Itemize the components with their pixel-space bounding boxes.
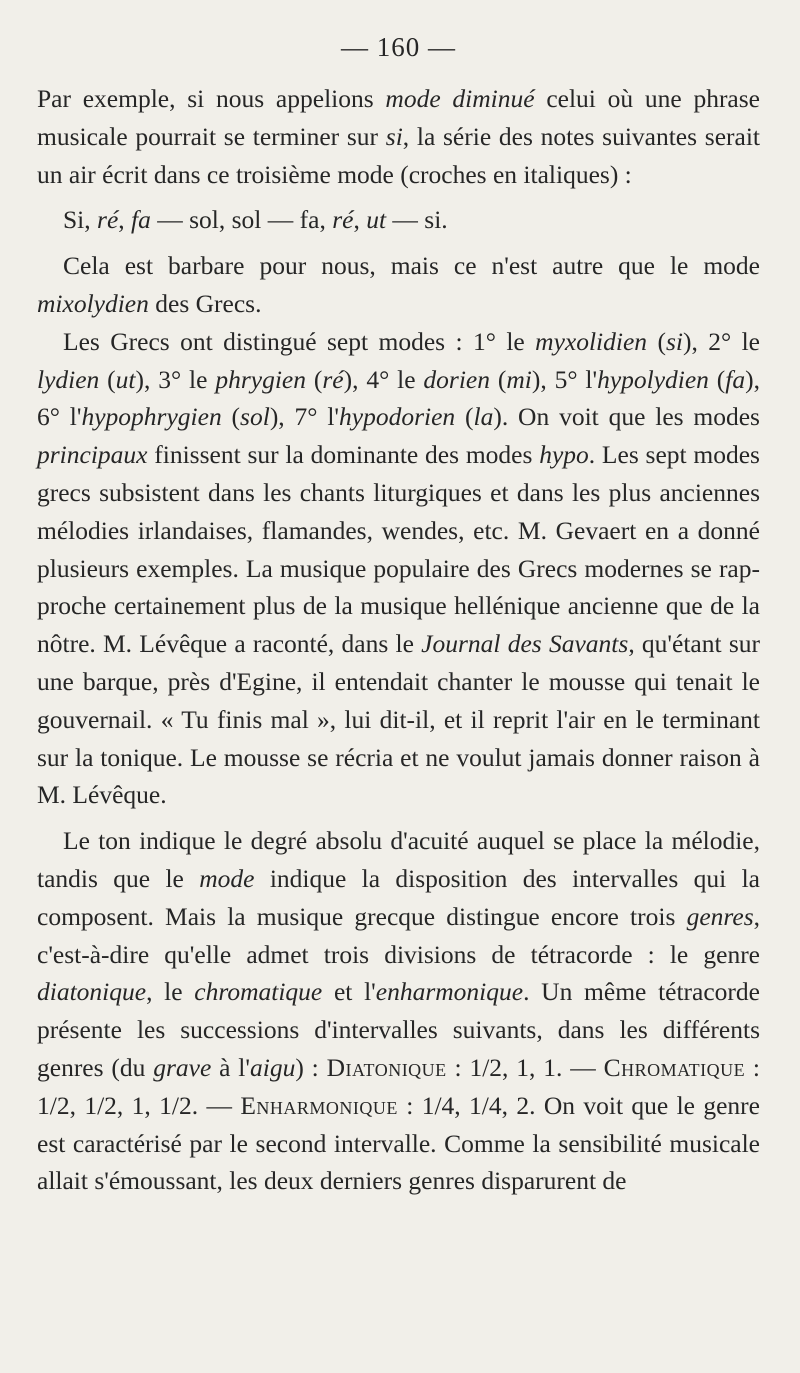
text-run: ( — [489, 364, 507, 394]
text-run: ), 2° le — [682, 326, 760, 356]
text-run: Le ton indique le degré absolu d'acuité auquel se place la mélodie, tandis que le — [37, 826, 760, 893]
text-run: finissent sur la dominante des modes — [147, 440, 540, 470]
small-caps-text: Diatonique — [326, 1052, 447, 1082]
text-run: . Les sept modes grecs subsistent dans les chants liturgiques et dans les plus anciennes mélodies irlandaises, flamandes, wendes, etc. M. Gevaert en a donné plusieurs exemples. La musique populaire des Grecs modernes se rapproche certainement plus de la musique hellénique ancienne que de la nôtre. M. Lévêque a raconté, dans le — [37, 440, 760, 659]
text-run: ), 5° l' — [531, 364, 598, 394]
italic-text: la — [473, 402, 494, 432]
italic-text: si — [385, 121, 403, 151]
text-run: ( — [647, 326, 666, 356]
text-run: . Un même tétracorde présente les successions d'intervalles suivants, dans les différents genres (du — [37, 977, 760, 1082]
text-run: , — [118, 205, 132, 235]
italic-text: grave — [153, 1052, 212, 1082]
italic-text: chromatique — [194, 977, 323, 1007]
text-run: ) : — [295, 1052, 327, 1082]
text-run: ( — [455, 402, 474, 432]
italic-text: fa — [131, 205, 151, 235]
italic-text: mode diminué — [385, 84, 535, 113]
italic-text: aigu — [249, 1052, 296, 1082]
italic-text: ut — [366, 205, 387, 235]
paragraph-genres — [37, 822, 760, 1200]
text-run: , le — [146, 977, 195, 1007]
text-run: ), 6° l' — [37, 364, 761, 432]
text-run: et l' — [322, 977, 376, 1007]
italic-text: ré — [322, 364, 344, 394]
text-run: , c'est-à-dire qu'elle admet trois divisions de tétracorde : le genre — [37, 901, 760, 969]
paragraph-seven-greek-modes — [37, 323, 760, 814]
italic-text: Journal des Savants — [421, 629, 629, 659]
italic-text: principaux — [37, 440, 148, 470]
note-sequence-example — [63, 201, 760, 239]
italic-text: mixolydien — [37, 288, 149, 318]
text-run: Par exemple, si nous appelions — [37, 84, 386, 113]
text-run: ). On voit que les modes — [493, 402, 760, 432]
text-run: , la série des notes suivantes serait un air écrit dans ce troisième mode (croches en italiques) : — [37, 121, 760, 189]
italic-text: mi — [506, 364, 532, 394]
italic-text: hypophrygien — [81, 402, 222, 432]
italic-text: enharmonique — [375, 977, 524, 1007]
text-run: celui où une phrase musicale pourrait se terminer sur — [37, 84, 760, 151]
text-run: ( — [221, 402, 241, 432]
text-run: ( — [305, 364, 323, 394]
italic-text: ré — [332, 205, 354, 235]
text-run: ), 3° le — [135, 364, 216, 394]
text-run: : 1/2, 1, 1. — — [446, 1052, 604, 1082]
paragraph-mixolydien — [37, 247, 760, 323]
italic-text: ré — [97, 205, 119, 235]
text-run: à l' — [211, 1052, 250, 1082]
italic-text: lydien — [37, 364, 100, 394]
text-run: ), 7° l' — [269, 402, 339, 432]
text-run: , — [353, 205, 367, 235]
text-run: ( — [708, 364, 726, 394]
italic-text: sol — [240, 402, 270, 432]
italic-text: mode — [199, 863, 255, 893]
italic-text: hypolydien — [597, 364, 709, 394]
italic-text: hypodorien — [339, 402, 456, 432]
text-run: Si, — [63, 205, 98, 235]
italic-text: hypo — [539, 440, 589, 470]
text-run: Les Grecs ont distingué sept modes : 1° le — [63, 326, 536, 356]
text-run: — sol, sol — fa, — [150, 205, 333, 235]
italic-text: si — [665, 326, 683, 356]
text-run: des Grecs. — [148, 288, 262, 318]
text-run: — si. — [386, 205, 448, 235]
text-run: Cela est barbare pour nous, mais ce n'est autre que le mode — [63, 251, 760, 281]
text-run: ( — [99, 364, 116, 394]
paragraph-mode-diminue — [37, 80, 760, 193]
italic-text: myxolidien — [535, 326, 648, 356]
small-caps-text: Enharmonique — [240, 1090, 398, 1120]
text-run: indique la disposition des intervalles qui la composent. Mais la musique grecque distingue encore trois — [37, 863, 760, 931]
text-run: : 1/2, 1/2, 1, 1/2. — — [37, 1052, 761, 1120]
italic-text: dorien — [423, 364, 490, 394]
small-caps-text: Chromatique — [603, 1052, 746, 1082]
page-number: — 160 — — [341, 32, 456, 62]
italic-text: phrygien — [215, 364, 306, 394]
text-run: ), 4° le — [343, 364, 424, 394]
italic-text: ut — [115, 364, 136, 394]
italic-text: genres — [686, 901, 754, 931]
text-run: , qu'étant sur une barque, près d'Egine, il entendait chanter le mousse qui tenait le gouvernail. « Tu finis mal », lui dit-il, et il reprit l'air en le terminant sur la tonique. Le mousse se récria et ne voulut jamais donner raison à M. Lévêque. — [37, 629, 760, 810]
italic-text: fa — [725, 364, 746, 394]
text-run: : 1/4, 1/4, 2. On voit que le genre est caractérisé par le second intervalle. Comme la sensibilité musicale allait s'émoussant, les deux derniers genres disparurent de — [37, 1090, 760, 1196]
italic-text: diatonique — [37, 977, 147, 1007]
